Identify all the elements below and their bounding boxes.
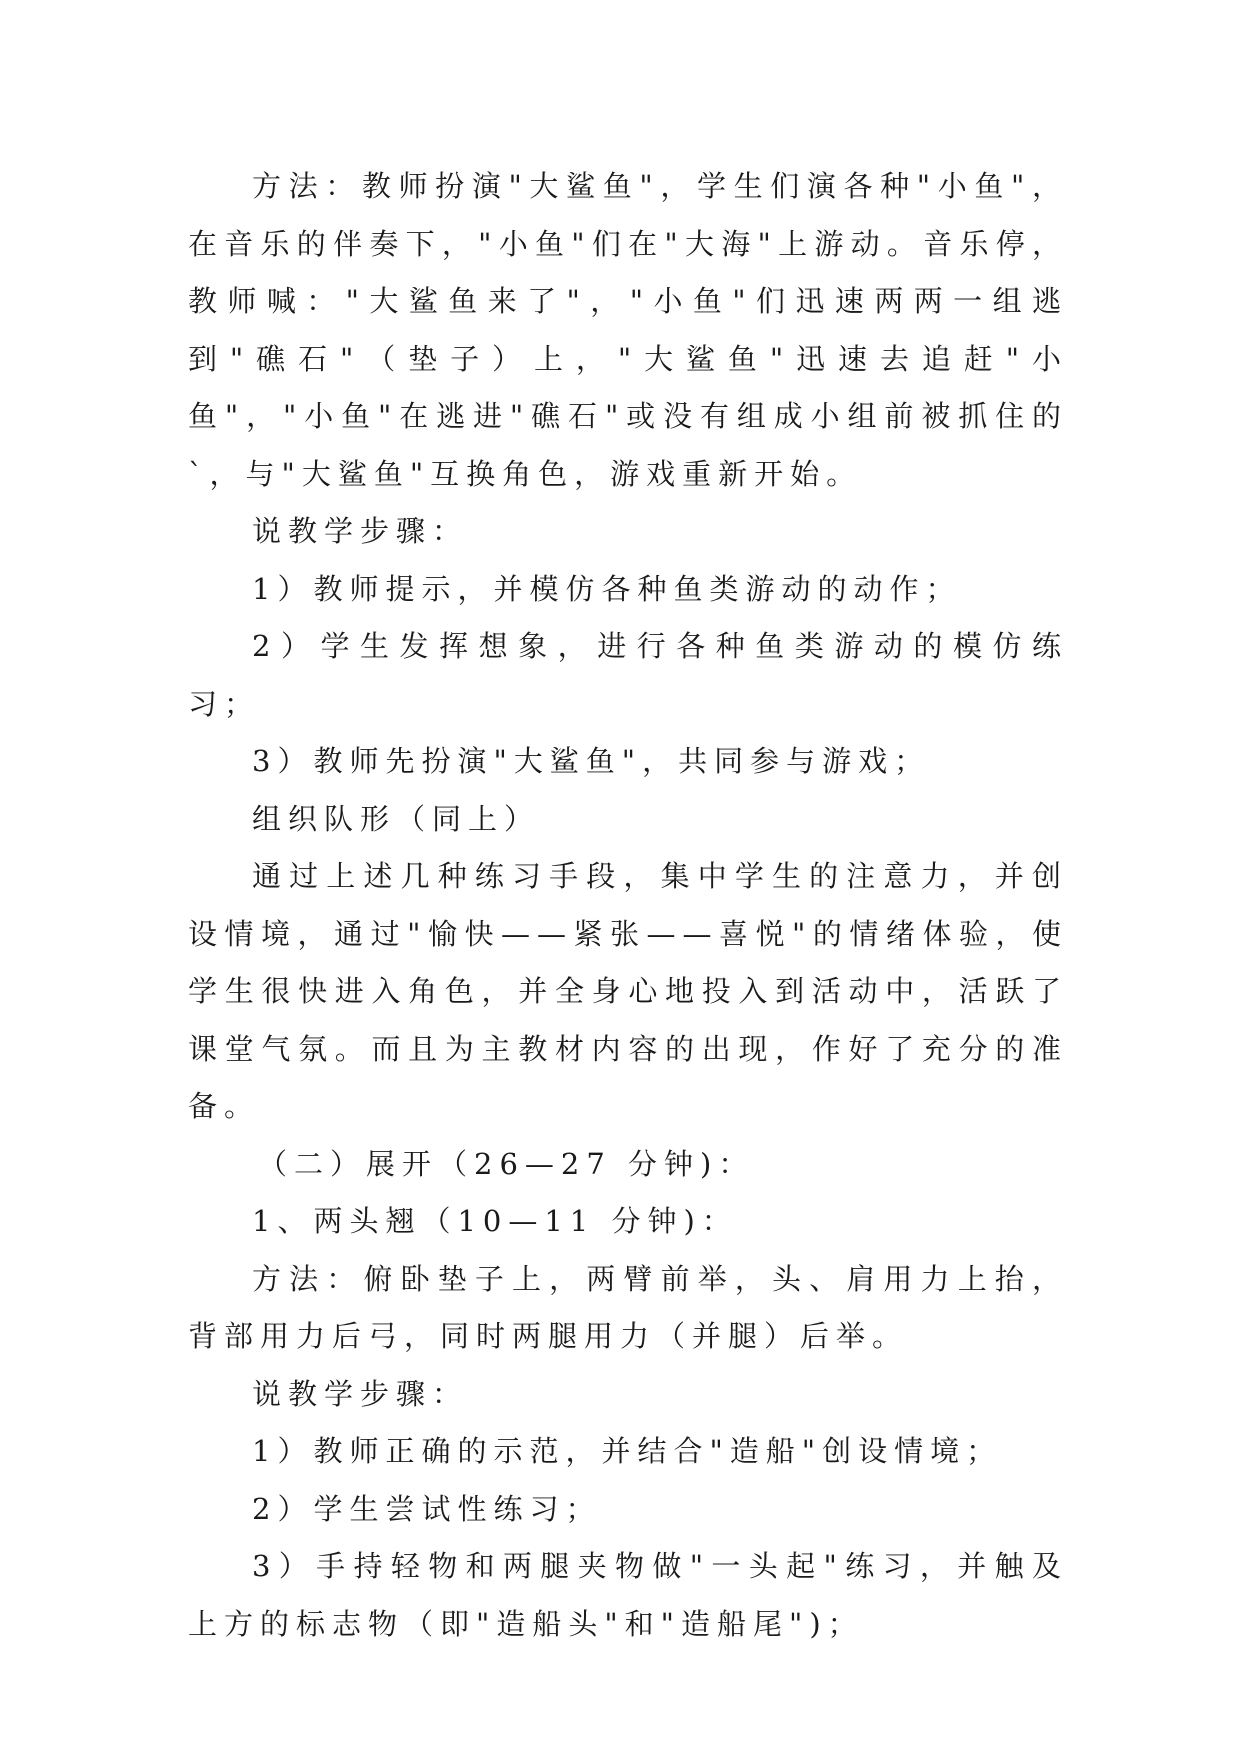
section-heading-development: （二）展开（26—27 分钟)： bbox=[258, 1146, 755, 1181]
paragraph-teaching-steps-heading-2: 说教学步骤： bbox=[252, 1376, 469, 1411]
paragraph-step-2: 2）学生发挥想象，进行各种鱼类游动的模仿练习； bbox=[188, 629, 1068, 721]
paragraph-summary: 通过上述几种练习手段，集中学生的注意力，并创设情境，通过"愉快——紧张——喜悦"的情绪体验，使学生很快进入角色，并全身心地投入到活动中，活跃了课堂气氛。而且为主教材内容的出现，作好了充分的准备。 bbox=[188, 859, 1068, 1123]
paragraph-step-1b: 1）教师正确的示范，并结合"造船"创设情境； bbox=[252, 1434, 1003, 1468]
paragraph-game-method: 方法：教师扮演"大鲨鱼"，学生们演各种"小鱼"，在音乐的伴奏下，"小鱼"们在"大海"上游动。音乐停，教师喊："大鲨鱼来了"，"小鱼"们迅速两两一组逃到"礁石"（垫子）上，"大鲨鱼"迅速去追赶"小鱼"，"小鱼"在逃进"礁石"或没有组成小组前被抓住的`，与"大鲨鱼"互换角色，游戏重新开始。 bbox=[188, 169, 1068, 491]
paragraph-step-1: 1）教师提示，并模仿各种鱼类游动的动作； bbox=[252, 571, 962, 606]
paragraph-step-2b: 2）学生尝试性练习； bbox=[252, 1491, 602, 1526]
subsection-heading-two-ends-up: 1、两头翘（10—11 分钟)： bbox=[252, 1204, 738, 1238]
paragraph-teaching-steps-heading: 说教学步骤： bbox=[252, 514, 469, 548]
paragraph-step-3b: 3）手持轻物和两腿夹物做"一头起"练习，并触及上方的标志物（即"造船头"和"造船尾")； bbox=[188, 1549, 1068, 1641]
paragraph-step-3: 3）教师先扮演"大鲨鱼"，共同参与游戏； bbox=[252, 744, 931, 778]
paragraph-formation: 组织队形（同上） bbox=[252, 801, 541, 836]
document-body bbox=[188, 158, 1068, 1653]
paragraph-exercise-method: 方法：俯卧垫子上，两臂前举，头、肩用力上抬，背部用力后弓，同时两腿用力（并腿）后举。 bbox=[188, 1261, 1068, 1353]
